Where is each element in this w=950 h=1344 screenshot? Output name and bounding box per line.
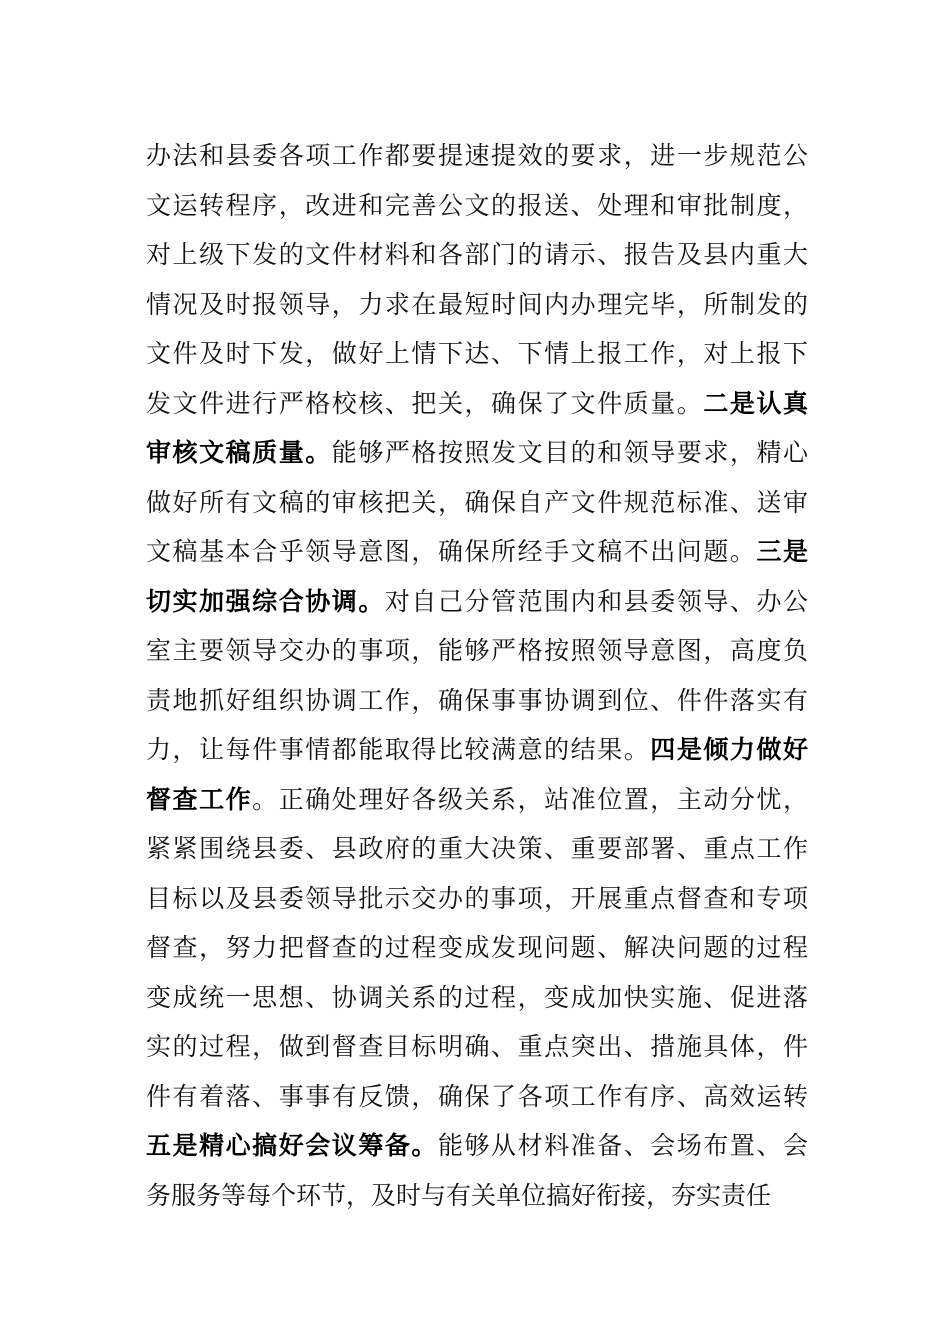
text-line	[146, 1072, 808, 1122]
text-line	[146, 577, 808, 627]
body-text-run: 能够从材料准备、会场布置、会	[437, 1131, 808, 1160]
body-text-run: 务服务等每个环节，及时与有关单位搞好衔接，夯实责任	[146, 1180, 772, 1210]
text-line	[146, 1022, 808, 1072]
body-text-run: 。正确处理好各级关系，站准位置，主动分忧，	[252, 784, 808, 814]
body-text-run: 发文件进行严格校核、把关，确保了文件质量。	[146, 388, 704, 418]
bold-heading-text: 三是	[756, 537, 808, 566]
body-text	[146, 131, 808, 1220]
body-text-run: 力，让每件事情都能取得比较满意的结果。	[146, 735, 651, 764]
text-line	[146, 923, 808, 973]
text-line	[146, 131, 808, 181]
body-text-run: 目标以及县委领导批示交办的事项，开展重点督查和专项	[146, 883, 808, 913]
text-line	[146, 973, 808, 1023]
text-line	[146, 824, 808, 874]
text-line	[146, 874, 808, 924]
bold-heading-text: 审核文稿质量。	[146, 438, 332, 467]
text-line	[146, 1121, 808, 1171]
text-line	[146, 676, 808, 726]
text-line	[146, 527, 808, 577]
text-line	[146, 428, 808, 478]
text-line	[146, 478, 808, 528]
text-line	[146, 775, 808, 825]
body-text-run: 办法和县委各项工作都要提速提效的要求，进一步规范公	[146, 141, 808, 170]
body-text-run: 实的过程，做到督查目标明确、重点突出、措施具体，件	[146, 1032, 808, 1061]
body-text-run: 变成统一思想、协调关系的过程，变成加快实施、促进落	[146, 982, 808, 1012]
bold-heading-text: 五是精心搞好会议筹备。	[146, 1131, 438, 1160]
body-text-run: 件有着落、事事有反馈，确保了各项工作有序、高效运转	[146, 1081, 808, 1111]
body-text-run: 做好所有文稿的审核把关，确保自产文件规范标准、送审	[146, 487, 808, 517]
bold-heading-text: 督查工作	[146, 784, 253, 814]
text-line	[146, 379, 808, 429]
body-text-run: 责地抓好组织协调工作，确保事事协调到位、件件落实有	[146, 685, 808, 715]
body-text-run: 对上级下发的文件材料和各部门的请示、报告及县内重大	[146, 240, 808, 269]
text-line	[146, 230, 808, 280]
text-line	[146, 181, 808, 231]
bold-heading-text: 切实加强综合协调。	[146, 586, 385, 616]
text-line	[146, 1171, 808, 1221]
text-line	[146, 626, 808, 676]
body-text-run: 室主要领导交办的事项，能够严格按照领导意图，高度负	[146, 636, 808, 665]
bold-heading-text: 二是认真	[703, 388, 808, 418]
bold-heading-text: 四是倾力做好	[650, 735, 808, 764]
text-line	[146, 280, 808, 330]
body-text-run: 督查，努力把督查的过程变成发现问题、解决问题的过程	[146, 933, 808, 962]
body-text-run: 能够严格按照发文目的和领导要求，精心	[331, 438, 808, 467]
text-line	[146, 329, 808, 379]
body-text-run: 文件及时下发，做好上情下达、下情上报工作，对上报下	[146, 339, 808, 368]
body-text-run: 情况及时报领导，力求在最短时间内办理完毕，所制发的	[146, 289, 808, 319]
body-text-run: 文稿基本合乎领导意图，确保所经手文稿不出问题。	[146, 537, 757, 566]
body-text-run: 紧紧围绕县委、县政府的重大决策、重要部署、重点工作	[146, 834, 808, 863]
text-line	[146, 725, 808, 775]
body-text-run: 对自己分管范围内和县委领导、办公	[384, 586, 808, 616]
body-text-run: 文运转程序，改进和完善公文的报送、处理和审批制度，	[146, 190, 808, 220]
